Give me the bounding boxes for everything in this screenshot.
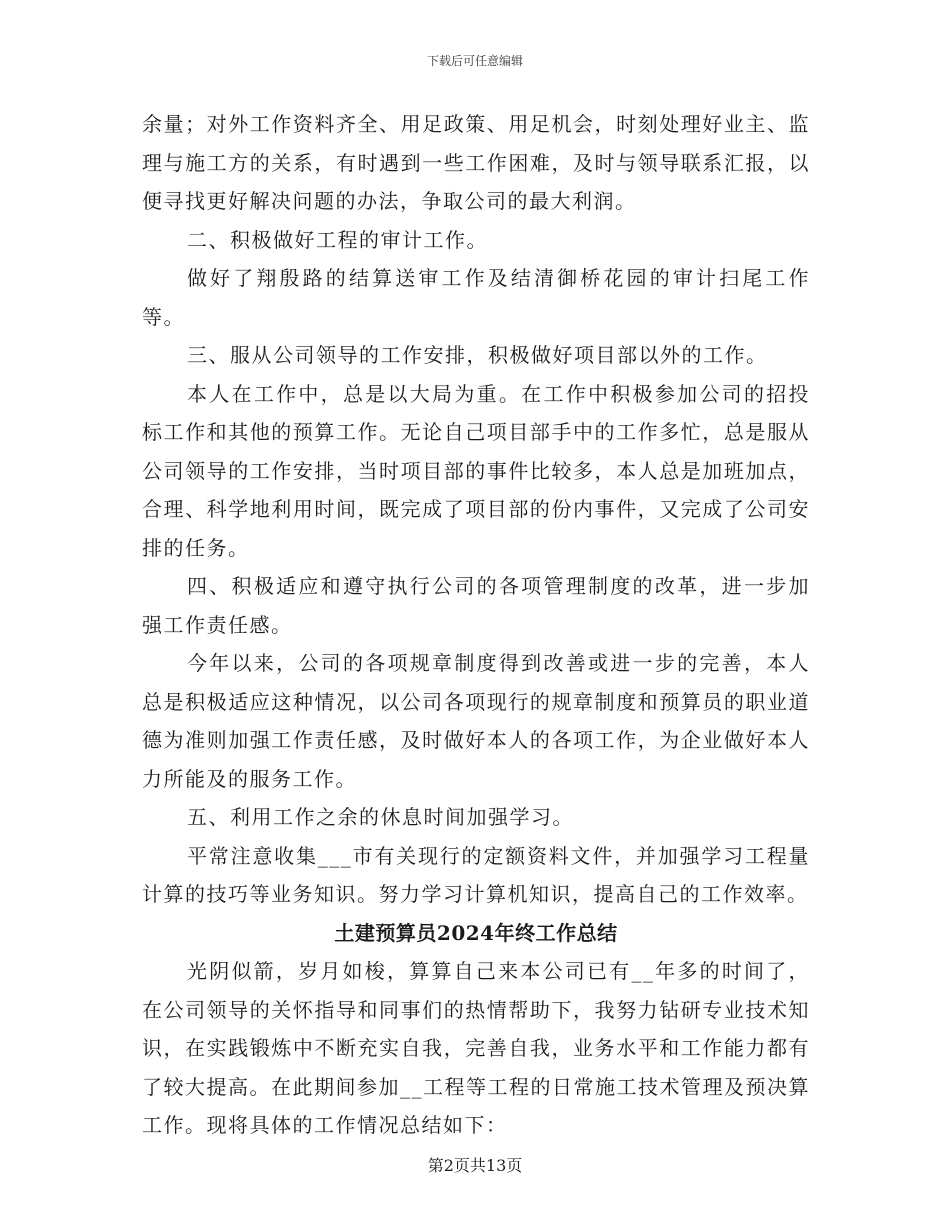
page-header: 下载后可任意编辑 (426, 54, 523, 68)
section-heading: 五、利用工作之余的休息时间加强学习。 (187, 805, 574, 829)
paragraph: 平常注意收集___市有关现行的定额资料文件，并加强学习工程量计算的技巧等业务知识。努力学习计算机知识，提高自己的工作效率。 (142, 843, 810, 906)
section-heading: 二、积极做好工程的审计工作。 (187, 227, 488, 252)
paragraph: 做好了翔殷路的结算送审工作及结清御桥花园的审计扫尾工作等。 (142, 266, 810, 329)
paragraph: 本人在工作中，总是以大局为重。在工作中积极参加公司的招投标工作和其他的预算工作。无论自己项目部手中的工作多忙，总是服从公司领导的工作安排，当时项目部的事件比较多，本人总是加班加点，合理、科学地利用时间，既完成了项目部的份内事件，又完成了公司安排的任务。 (142, 381, 810, 560)
page-footer: 第2页共13页 (427, 1156, 523, 1175)
document-title: 土建预算员2024年终工作总结 (334, 920, 618, 945)
paragraph: 今年以来，公司的各项规章制度得到改善或进一步的完善，本人总是积极适应这种情况，以公司各项现行的规章制度和预算员的职业道德为准则加强工作责任感，及时做好本人的各项工作，为企业做好本人力所能及的服务工作。 (142, 651, 810, 791)
section-heading: 四、积极适应和遵守执行公司的各项管理制度的改革，进一步加强工作责任感。 (142, 574, 810, 637)
document-body (142, 105, 810, 1145)
paragraph: 光阴似箭，岁月如梭，算算自己来本公司已有__年多的时间了，在公司领导的关怀指导和同事们的热情帮助下，我努力钻研专业技术知识，在实践锻炼中不断充实自我，完善自我，业务水平和工作能力都有了较大提高。在此期间参加__工程等工程的日常施工技术管理及预决算工作。现将具体的工作情况总结如下： (142, 959, 810, 1137)
section-heading: 三、服从公司领导的工作安排，积极做好项目部以外的工作。 (187, 343, 768, 367)
paragraph: 余量；对外工作资料齐全、用足政策、用足机会，时刻处理好业主、监理与施工方的关系，有时遇到一些工作困难，及时与领导联系汇报，以便寻找更好解决问题的办法，争取公司的最大利润。 (142, 112, 810, 213)
